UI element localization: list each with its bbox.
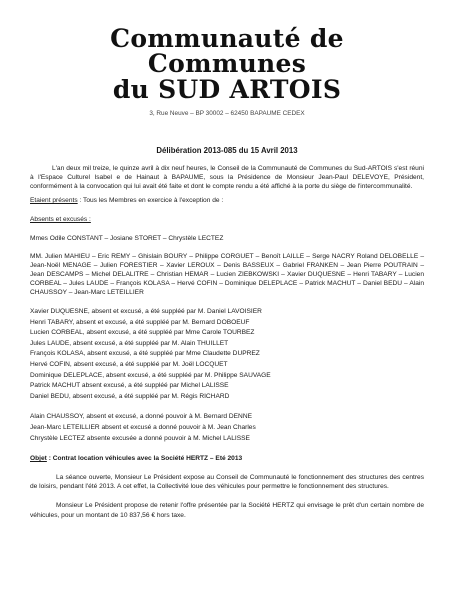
present-label: Etaient présents [30,197,78,205]
body-paragraph-1: La séance ouverte, Monsieur Le Président expose au Conseil de Communauté le fonctionnement des structures des centres de loisirs, pendant l'été 2013. A cet effet, la Collectivité loue des véhicules pour permettre le fonctionnement des structures. [30,474,424,491]
proxy-line: Chrystèle LECTEZ absente excusée a donné pouvoir à M. Michel LALISSE [30,434,250,442]
substitute-line: Xavier DUQUESNE, absent et excusé, a été suppléé par M. Daniel LAVOISIER [30,308,262,316]
present-line [30,196,424,205]
absents-label: Absents et excusés : [30,216,91,224]
substitute-line: Dominique DELEPLACE, absent excusé, a été suppléé par M. Philippe SAUVAGE [30,371,271,379]
proxy-line: Alain CHAUSSOY, absent et excusé, a donné pouvoir à M. Bernard DENNE [30,413,252,421]
absent-women-line: Mmes Odile CONSTANT – Josiane STORET – Chrystèle LECTEZ [30,235,224,243]
subject-text: : Contrat location véhicules avec la Société HERTZ – Eté 2013 [46,455,243,463]
substitute-line: Patrick MACHUT absent excusé, a été suppléé par Michel LALISSE [30,382,229,390]
absent-men-paragraph: MM. Julien MAHIEU – Eric REMY – Ghislain BOURY – Philippe CORGUET – Benoît LAILLE – Serge NACRY Roland DELOBELLE – Jean-Noël MENAGE – Julien FORESTIER – Xavier LEROUX – Denis BASSEUX – Gabriel FRANKEN – Jean Pierre POUTRAIN – Jean DESCAMPS – Michel DELALITRE – Christian HEMAR – Lucien ZIEBKOWSKI – Xavier DUQUESNE – Henri TABARY – Lucien CORBEAL – Jules LAUDE – François KOLASA – Hervé COFIN – Dominique DELEPLACE – Patrick MACHUT – Daniel BEDU – Alain CHAUSSOY – Jean-Marc LETEILLIER [30,252,424,296]
substitute-line: Daniel BEDU, absent excusé, a été suppléé par M. Régis RICHARD [30,392,230,400]
org-title-line1: Communauté de Communes [110,24,344,78]
present-text: : Tous les Membres en exercice à l'exception de : [77,197,224,205]
org-address: 3, Rue Neuve – BP 30002 – 62450 BAPAUME CEDEX [149,110,305,117]
proxy-line: Jean-Marc LETEILLIER absent et excusé a donné pouvoir à M. Jean Charles [30,423,256,431]
substitute-line: Hervé COFIN, absent excusé, a été suppléé par M. Joël LOCQUET [30,361,228,368]
subject-label: Objet [30,455,47,463]
substitute-line: Jules LAUDE, absent excusé, a été suppléé par M. Alain THUILLET [30,339,229,347]
proxies-list [30,412,424,444]
substitute-line: François KOLASA, absent excusé, a été suppléé par Mme Claudette DUPREZ [30,350,260,358]
body-paragraph-2: Monsieur Le Président propose de retenir l'offre présentée par la Société HERTZ qui envisage le prêt d'un certain nombre de véhicules, pour un montant de 10 837,56 € hors taxe. [30,502,424,519]
intro-paragraph: L'an deux mil treize, le quinze avril à dix neuf heures, le Conseil de la Communauté de Communes du Sud-ARTOIS s'est réuni à l'Espace Culturel Isabel e de Hainaut à BAPAUME, sous la Présidence de Monsieur Jean-Paul DELEVOYE, Président, conformément à la convocation qui lui avait été faite et dont le compte rendu a été affiché à la porte du siège de l'intercommunalité. [30,165,424,191]
org-title-line2: du SUD ARTOIS [112,75,342,104]
substitutes-list [30,307,424,402]
deliberation-number: Délibération 2013-085 du 15 Avril 2013 [156,146,298,155]
substitute-line: Lucien CORBEAL, absent excusé, a été suppléé par Mme Carole TOURBEZ [30,329,255,337]
subject-line [30,454,424,463]
substitute-line: Henri TABARY, absent et excusé, a été suppléé par M. Bernard DOBOEUF [30,318,250,326]
